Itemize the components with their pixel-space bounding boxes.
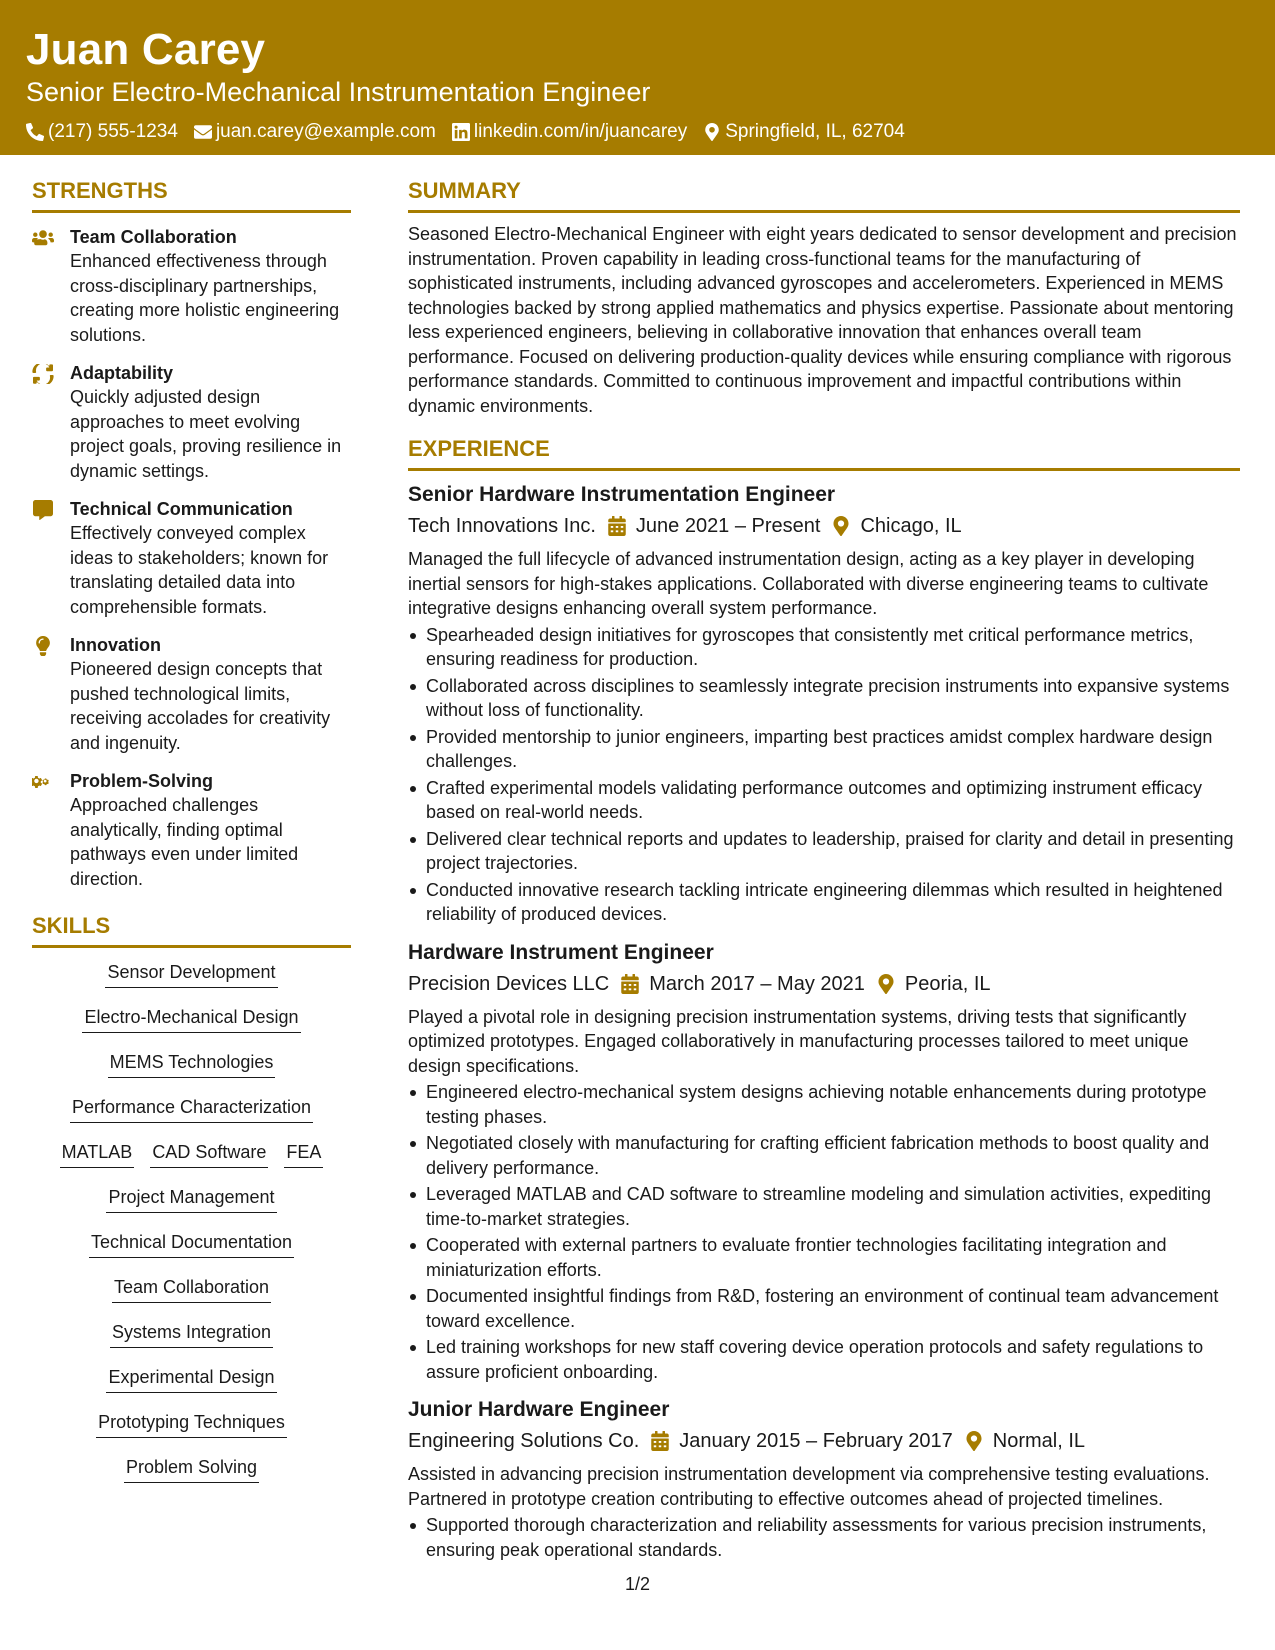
strengths-list	[32, 225, 351, 891]
skill-tag: Team Collaboration	[112, 1273, 271, 1303]
envelope-icon	[194, 123, 212, 141]
job-bullets	[408, 623, 1240, 927]
job-title: Senior Hardware Instrumentation Engineer	[408, 483, 836, 506]
job-description: Assisted in advancing precision instrumentation development via comprehensive testing evaluations. Partnered in prototype creation contributing to effective outcomes ahead of projected timelines.	[408, 1464, 1210, 1509]
phone-icon	[26, 123, 44, 141]
job-description: Managed the full lifecycle of advanced instrumentation design, acting as a key player in developing inertial sensors for high-stakes applications. Collaborated with diverse engineering teams to cultivate integrative designs enhancing overall system performance.	[408, 549, 1209, 618]
skill-tag: MEMS Technologies	[108, 1048, 276, 1078]
job-location: Peoria, IL	[904, 972, 991, 995]
job-meta	[408, 970, 1240, 998]
calendar-icon	[608, 516, 626, 536]
strength-item	[32, 497, 351, 619]
job-title: Junior Hardware Engineer	[408, 1398, 670, 1421]
linkedin-icon	[452, 123, 470, 141]
strength-desc: Enhanced effectiveness through cross-disciplinary partnerships, creating more holistic engineering solutions.	[70, 251, 340, 345]
skill-tag: Project Management	[106, 1183, 276, 1213]
strength-desc: Quickly adjusted design approaches to meet evolving project goals, proving resilience in dynamic settings.	[70, 387, 342, 481]
comment-icon	[32, 500, 54, 520]
job-bullet: Provided mentorship to junior engineers, imparting best practices amidst complex hardware design challenges.	[408, 725, 1240, 774]
contact-email[interactable]	[194, 120, 436, 144]
job-bullet: Leveraged MATLAB and CAD software to streamline modeling and simulation activities, expediting time-to-market strategies.	[408, 1182, 1240, 1231]
job-entry	[408, 481, 1240, 927]
page-number: 1/2	[624, 1574, 651, 1594]
map-marker-icon	[877, 974, 895, 994]
job-dates: June 2021 – Present	[635, 515, 821, 537]
strength-name: Problem-Solving	[70, 771, 214, 791]
strength-desc: Effectively conveyed complex ideas to stakeholders; known for translating detailed data into comprehensible formats.	[70, 523, 329, 617]
job-bullet: Crafted experimental models validating performance outcomes and optimizing instrument efficacy based on real-world needs.	[408, 776, 1240, 825]
job-bullet: Collaborated across disciplines to seamlessly integrate precision instruments into expansive systems without loss of functionality.	[408, 674, 1240, 723]
strength-item	[32, 225, 351, 347]
job-entry	[408, 1396, 1240, 1562]
contact-phone[interactable]	[26, 120, 178, 144]
left-column	[32, 178, 351, 1498]
strength-name: Innovation	[70, 635, 161, 655]
sync-icon	[32, 364, 54, 384]
job-title: Hardware Instrument Engineer	[408, 940, 714, 964]
skill-tag: FEA	[284, 1138, 323, 1168]
job-company: Tech Innovations Inc.	[408, 515, 596, 537]
users-icon	[32, 228, 54, 248]
job-bullet: Documented insightful findings from R&D, fostering an environment of continual team advancement toward excellence.	[408, 1284, 1240, 1333]
skills-heading: SKILLS	[32, 913, 351, 948]
job-company: Precision Devices LLC	[408, 972, 610, 995]
strength-name: Technical Communication	[70, 499, 293, 519]
contact-linkedin[interactable]	[452, 120, 687, 144]
skill-tag: Technical Documentation	[89, 1228, 294, 1258]
contact-location-text: Springfield, IL, 62704	[725, 121, 905, 142]
cogs-icon	[32, 772, 54, 792]
contact-location	[703, 120, 905, 144]
job-bullet: Conducted innovative research tackling intricate engineering dilemmas which resulted in heightened reliability of produced devices.	[408, 878, 1240, 927]
strength-item	[32, 769, 351, 891]
skill-tag: Performance Characterization	[70, 1093, 313, 1123]
skill-tag: Problem Solving	[124, 1453, 259, 1483]
skills-section	[32, 913, 351, 1498]
skill-tag: Prototyping Techniques	[96, 1408, 287, 1438]
job-dates: March 2017 – May 2021	[649, 972, 865, 995]
calendar-icon	[621, 974, 639, 994]
candidate-name: Juan Carey	[26, 25, 266, 74]
map-marker-icon	[832, 516, 850, 536]
strength-name: Adaptability	[70, 363, 174, 383]
job-bullet: Engineered electro-mechanical system designs achieving notable enhancements during prototype testing phases.	[408, 1080, 1240, 1129]
job-bullet: Cooperated with external partners to evaluate frontier technologies facilitating integration and miniaturization efforts.	[408, 1233, 1240, 1282]
skill-tag: Sensor Development	[105, 958, 277, 988]
job-location: Chicago, IL	[860, 515, 962, 537]
skill-tag: Systems Integration	[110, 1318, 273, 1348]
right-column	[408, 178, 1240, 1564]
strength-desc: Approached challenges analytically, finding optimal pathways even under limited direction.	[70, 795, 299, 889]
map-marker-icon	[965, 1431, 983, 1451]
experience-section	[408, 436, 1240, 1562]
job-description: Played a pivotal role in designing precision instrumentation systems, driving tests that significantly optimized prototypes. Engaged collaboratively in manufacturing processes tailored to meet unique design specifications.	[408, 1006, 1189, 1076]
job-bullets	[408, 1080, 1240, 1384]
strength-desc: Pioneered design concepts that pushed technological limits, receiving accolades for creativity and ingenuity.	[70, 659, 331, 753]
job-company: Engineering Solutions Co.	[408, 1430, 640, 1452]
job-bullet: Negotiated closely with manufacturing for crafting efficient fabrication methods to boost quality and delivery performance.	[408, 1131, 1240, 1180]
candidate-title: Senior Electro-Mechanical Instrumentation Engineer	[26, 77, 651, 107]
strengths-heading: STRENGTHS	[32, 178, 351, 213]
strength-item	[32, 633, 351, 755]
experience-heading: EXPERIENCE	[408, 436, 1240, 471]
skill-tag: MATLAB	[60, 1138, 135, 1168]
job-location: Normal, IL	[992, 1430, 1086, 1452]
strength-name: Team Collaboration	[70, 227, 237, 247]
job-bullet: Supported thorough characterization and reliability assessments for various precision instruments, ensuring peak operational standards.	[408, 1513, 1240, 1562]
job-dates: January 2015 – February 2017	[679, 1430, 953, 1452]
skills-list	[32, 958, 351, 1498]
job-bullet: Spearheaded design initiatives for gyroscopes that consistently met critical performance metrics, ensuring readiness for production.	[408, 623, 1240, 672]
job-bullet: Led training workshops for new staff covering device operation protocols and safety regulations to assure proficient onboarding.	[408, 1335, 1240, 1384]
calendar-icon	[651, 1431, 669, 1451]
contact-email-text: juan.carey@example.com	[215, 121, 436, 142]
map-marker-icon	[703, 123, 721, 141]
skill-tag: Electro-Mechanical Design	[82, 1003, 300, 1033]
resume-header	[0, 0, 1275, 155]
contact-phone-text: (217) 555-1234	[48, 121, 178, 142]
skill-tag: CAD Software	[150, 1138, 268, 1168]
skill-tag: Experimental Design	[106, 1363, 276, 1393]
job-meta	[408, 512, 1240, 540]
contact-bar	[26, 120, 1275, 144]
lightbulb-icon	[32, 636, 54, 656]
summary-text: Seasoned Electro-Mechanical Engineer with eight years dedicated to sensor development and precision instrumentation. Proven capability in leading cross-functional teams for the manufacturing of sophisticated instruments, including advanced gyroscopes and accelerometers. Experienced in MEMS technologies backed by strong applied mathematics and physics expertise. Passionate about mentoring less experienced engineers, believing in collaborative innovation that enhances overall team performance. Focused on delivering production-quality devices while ensuring compliance with rigorous performance standards. Committed to continuous improvement and impactful contributions within dynamic environments.	[408, 224, 1237, 416]
job-bullet: Delivered clear technical reports and updates to leadership, praised for clarity and detail in presenting project trajectories.	[408, 827, 1240, 876]
summary-heading: SUMMARY	[408, 178, 1240, 213]
job-meta	[408, 1427, 1240, 1455]
strength-item	[32, 361, 351, 483]
contact-linkedin-text: linkedin.com/in/juancarey	[473, 121, 688, 142]
job-bullets	[408, 1513, 1240, 1562]
job-entry	[408, 939, 1240, 1385]
